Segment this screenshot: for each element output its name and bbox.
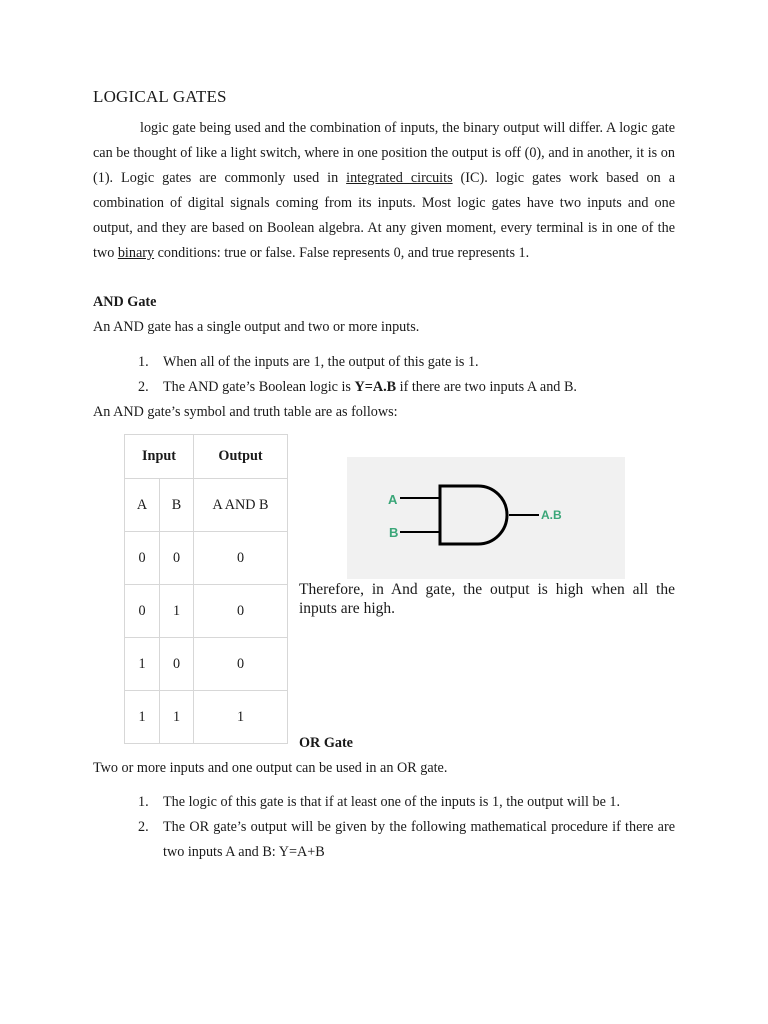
list-item (138, 350, 577, 375)
symbol-intro: An AND gate’s symbol and truth table are as follows: (93, 404, 398, 420)
list-item (138, 790, 675, 815)
table-row (125, 638, 288, 691)
intro-text-1: logic gate being used and the combination of inputs, the binary output will differ. A logic gate can be thought of like a light switch, where in one position the output is off (0), and in another, it is on (1). Logic gates are commonly used in (93, 120, 675, 186)
boolean-expression: Y=A.B (354, 379, 397, 395)
cell-a: 0 (125, 532, 160, 585)
cell-a: 1 (125, 638, 160, 691)
gate-label-a: A (388, 492, 398, 507)
cell-output: 1 (194, 691, 288, 744)
intro-text-2: (IC). logic gates work based on a combination of digital signals coming from its inputs. Most logic gates have two inputs and one output, and they are based on Boolean algebra. At any given moment, every terminal is in one of the two (93, 170, 675, 261)
list-number: 2. (138, 819, 149, 835)
table-row (125, 691, 288, 744)
and-gate-heading: AND Gate (93, 294, 157, 310)
list-number: 1. (138, 354, 149, 370)
cell-b: 1 (160, 585, 194, 638)
col-a: A (125, 479, 160, 532)
and-gate-description: An AND gate has a single output and two or more inputs. (93, 319, 420, 335)
table-row (125, 585, 288, 638)
or-gate-description: Two or more inputs and one output can be used in an OR gate. (93, 760, 448, 776)
table-row (125, 532, 288, 585)
list-text: The AND gate’s Boolean logic is (163, 379, 355, 395)
cell-output: 0 (194, 585, 288, 638)
cell-b: 0 (160, 532, 194, 585)
cell-output: 0 (194, 638, 288, 691)
list-item (138, 375, 577, 400)
list-text: When all of the inputs are 1, the output of this gate is 1. (163, 354, 479, 370)
and-gate-diagram (347, 457, 625, 579)
cell-output: 0 (194, 532, 288, 585)
list-number: 1. (138, 794, 149, 810)
header-input: Input (125, 435, 194, 479)
col-output: A AND B (194, 479, 288, 532)
and-gate-symbol-icon (347, 457, 625, 579)
col-b: B (160, 479, 194, 532)
intro-text-3: conditions: true or false. False represents 0, and true represents 1. (154, 245, 530, 261)
and-gate-list (138, 350, 577, 400)
cell-a: 0 (125, 585, 160, 638)
list-text: if there are two inputs A and B. (396, 379, 577, 395)
cell-a: 1 (125, 691, 160, 744)
cell-b: 1 (160, 691, 194, 744)
truth-table (124, 434, 288, 744)
list-number: 2. (138, 379, 149, 395)
gate-label-output: A.B (541, 508, 562, 522)
page-title: LOGICAL GATES (93, 87, 227, 106)
and-gate-conclusion: Therefore, in And gate, the output is high when all the inputs are high. (299, 581, 675, 617)
or-gate-list (138, 790, 675, 865)
list-text: The OR gate’s output will be given by the following mathematical procedure if there are two inputs A and B: Y=A+B (163, 819, 675, 860)
or-gate-heading: OR Gate (299, 735, 353, 751)
and-gate-body (440, 486, 507, 544)
header-output: Output (194, 435, 288, 479)
integrated-circuits-link[interactable]: integrated circuits (346, 170, 453, 186)
list-text: The logic of this gate is that if at least one of the inputs is 1, the output will be 1. (163, 794, 621, 810)
binary-link[interactable]: binary (117, 245, 155, 261)
cell-b: 0 (160, 638, 194, 691)
gate-label-b: B (389, 525, 399, 540)
list-item (138, 815, 675, 865)
intro-paragraph (93, 116, 675, 266)
